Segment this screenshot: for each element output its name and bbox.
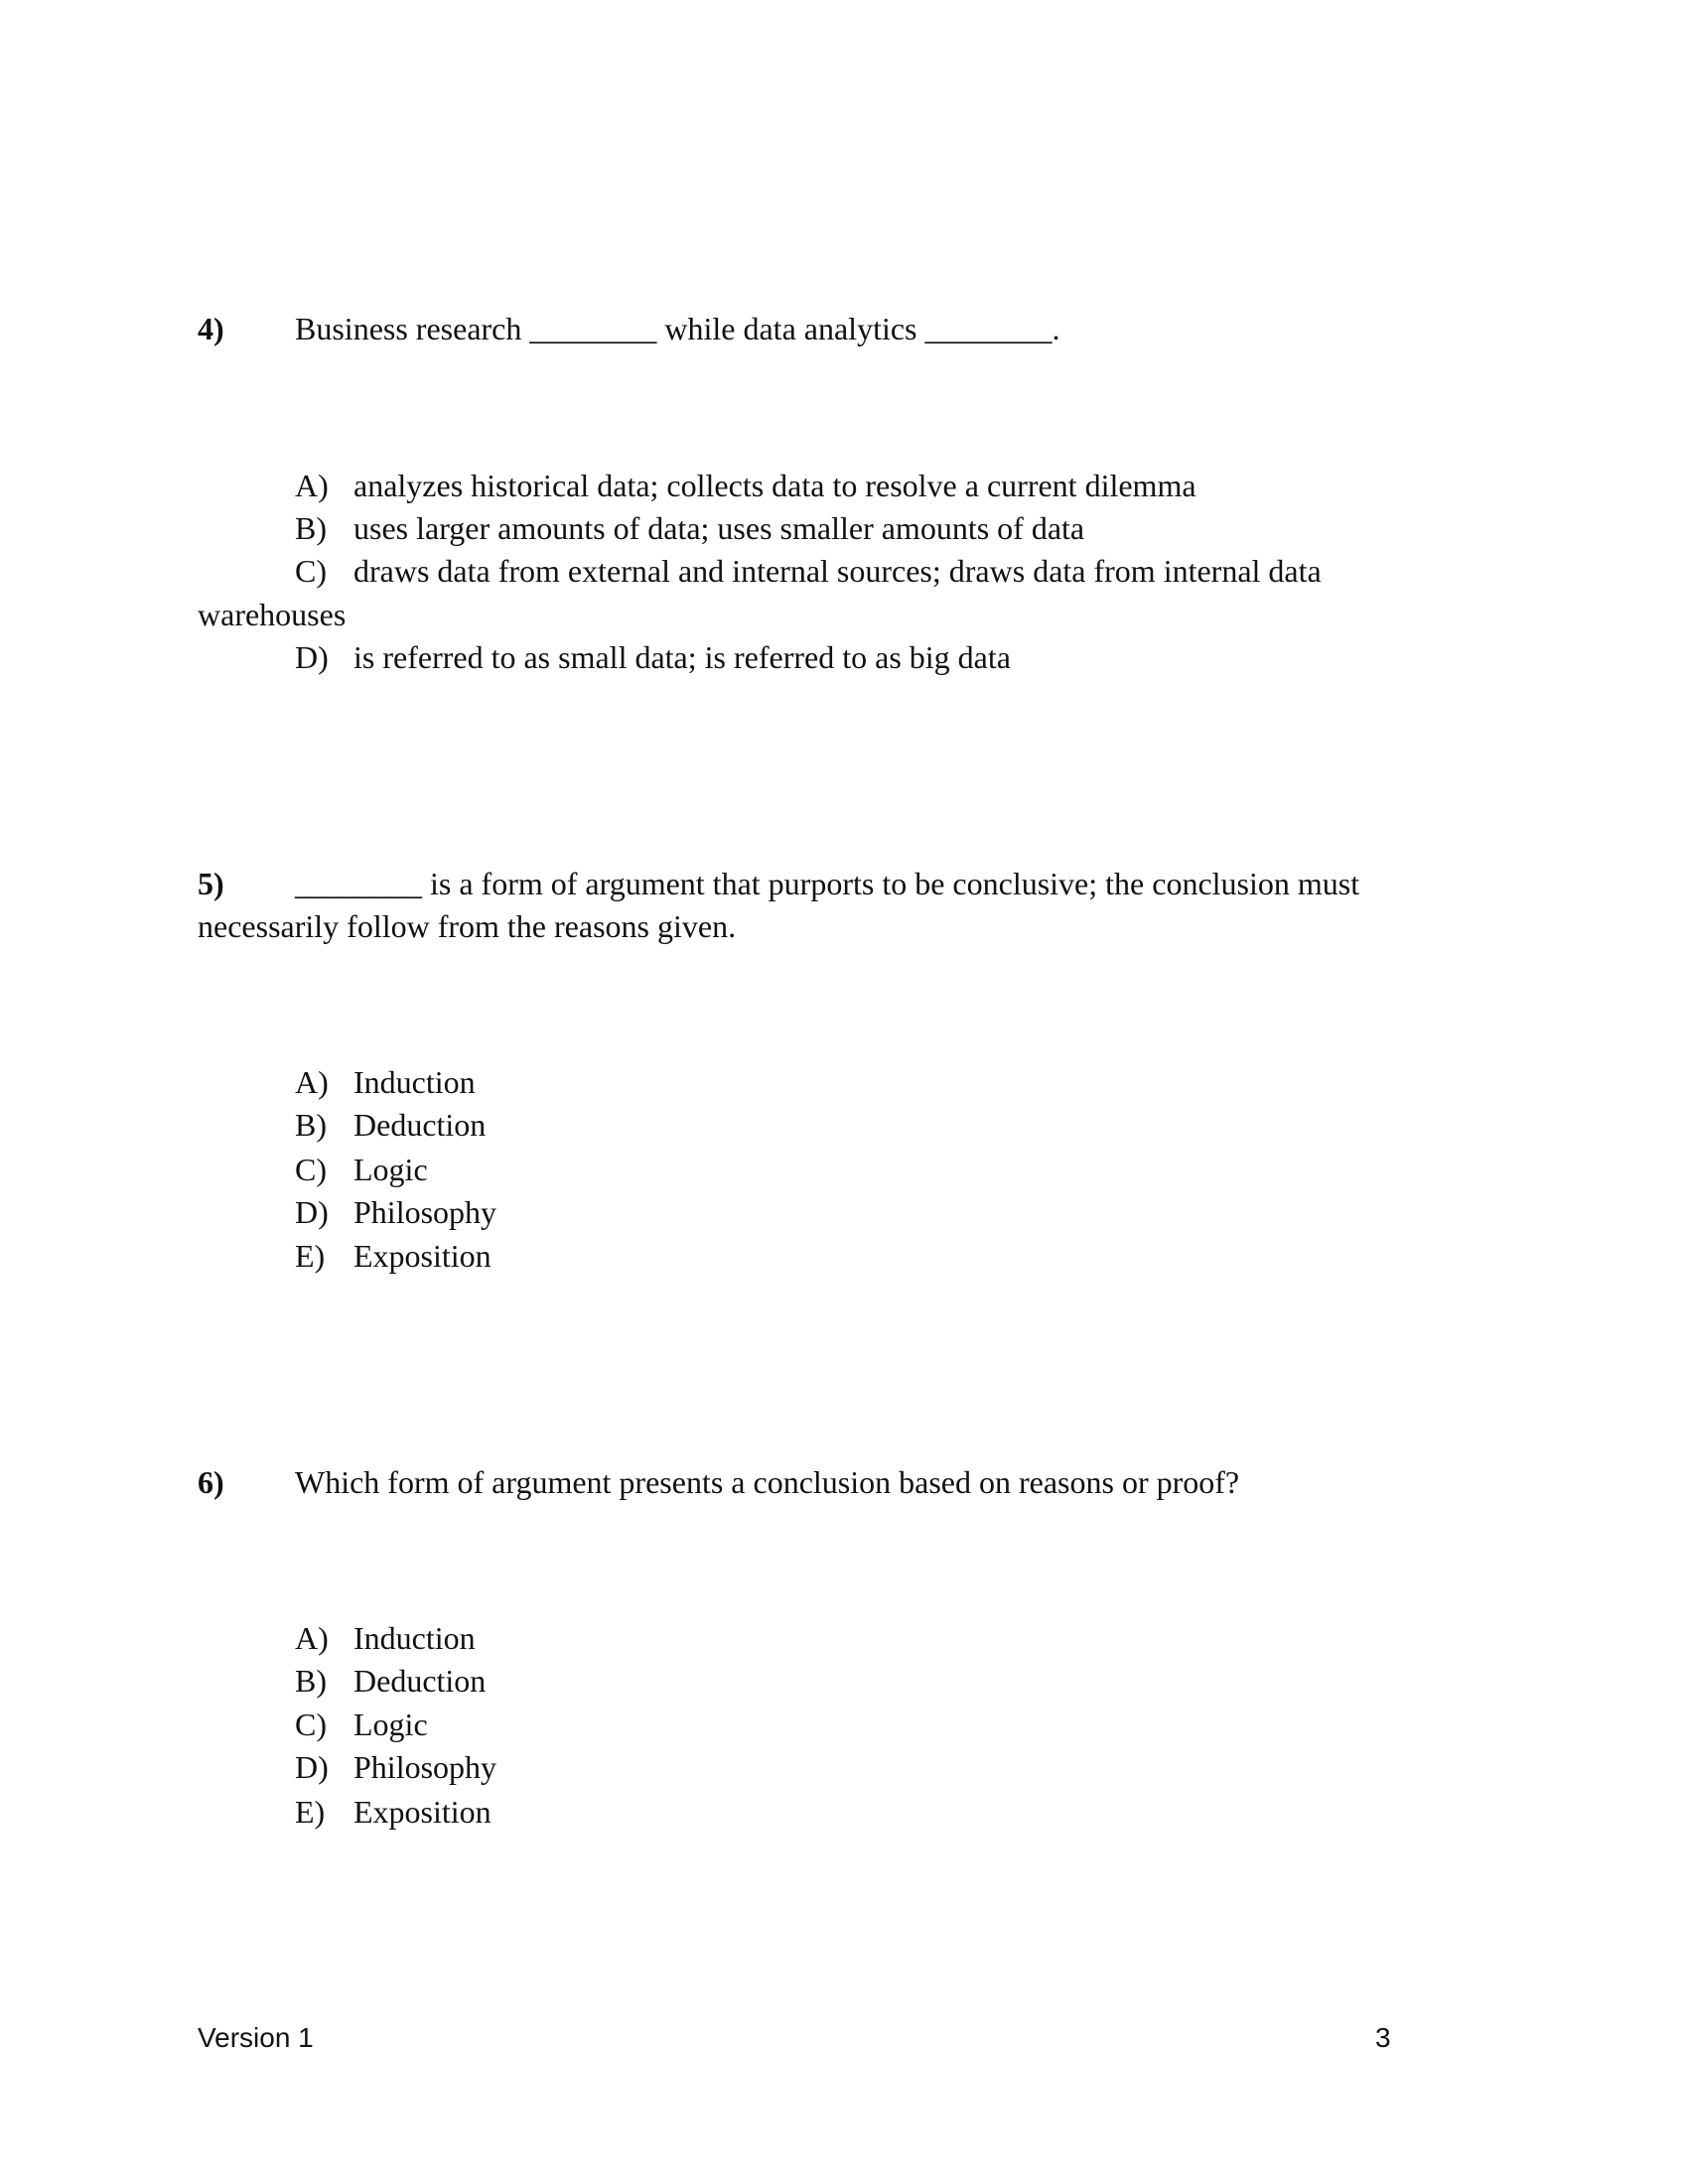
question-5-stem: ________ is a form of argument that purports to be conclusive; the conclusion must <box>295 866 1360 901</box>
option-text: Exposition <box>353 1238 492 1274</box>
option-letter: C) <box>295 1152 327 1187</box>
question-5-option-e <box>295 1236 492 1276</box>
option-text: Exposition <box>353 1794 492 1830</box>
option-letter: A) <box>295 1620 329 1656</box>
option-letter: E) <box>295 1794 326 1830</box>
option-text: Deduction <box>353 1663 487 1699</box>
question-6-stem: Which form of argument presents a conclusion based on reasons or proof? <box>295 1464 1240 1500</box>
option-letter: B) <box>295 1107 327 1143</box>
option-letter: D) <box>295 639 329 675</box>
footer-version: Version 1 <box>198 2022 314 2053</box>
option-letter: B) <box>295 510 327 546</box>
question-6-option-d <box>295 1747 496 1787</box>
option-text: Deduction <box>353 1107 487 1143</box>
option-letter: C) <box>295 1706 327 1742</box>
option-text: Logic <box>353 1152 428 1187</box>
question-4-option-c-continuation: warehouses <box>198 597 347 632</box>
option-text: uses larger amounts of data; uses smaller amounts of data <box>353 510 1085 546</box>
option-text: Philosophy <box>353 1749 497 1785</box>
question-4-stem: Business research ________ while data analytics ________. <box>295 311 1060 346</box>
option-text: draws data from external and internal sources; draws data from internal data <box>353 553 1322 589</box>
option-letter: A) <box>295 468 329 503</box>
question-5-number: 5) <box>198 866 224 901</box>
question-5-option-b <box>295 1105 486 1145</box>
question-6-option-a <box>295 1618 476 1658</box>
question-4-option-d <box>295 637 1011 677</box>
question-5-option-c <box>295 1150 428 1189</box>
question-4-number: 4) <box>198 311 224 346</box>
question-5-option-d <box>295 1192 496 1232</box>
option-text: Induction <box>353 1064 476 1100</box>
option-letter: A) <box>295 1064 329 1100</box>
option-text: analyzes historical data; collects data to resolve a current dilemma <box>353 468 1196 503</box>
question-6-number: 6) <box>198 1464 224 1500</box>
option-letter: B) <box>295 1663 327 1699</box>
option-text: Induction <box>353 1620 476 1656</box>
footer-page-number: 3 <box>1375 2022 1391 2053</box>
option-letter: D) <box>295 1194 329 1230</box>
option-text: is referred to as small data; is referred to as big data <box>353 639 1011 675</box>
question-4-option-a <box>295 466 1196 505</box>
question-6-option-c <box>295 1705 428 1744</box>
option-text: Logic <box>353 1706 428 1742</box>
option-text: Philosophy <box>353 1194 497 1230</box>
question-6-option-b <box>295 1661 486 1701</box>
option-letter: C) <box>295 553 327 589</box>
question-6-option-e <box>295 1792 492 1832</box>
question-5-stem-continuation: necessarily follow from the reasons given. <box>198 908 737 944</box>
option-letter: E) <box>295 1238 326 1274</box>
question-4-option-b <box>295 508 1084 548</box>
option-letter: D) <box>295 1749 329 1785</box>
question-5-option-a <box>295 1062 476 1102</box>
question-4-option-c <box>295 551 1322 591</box>
